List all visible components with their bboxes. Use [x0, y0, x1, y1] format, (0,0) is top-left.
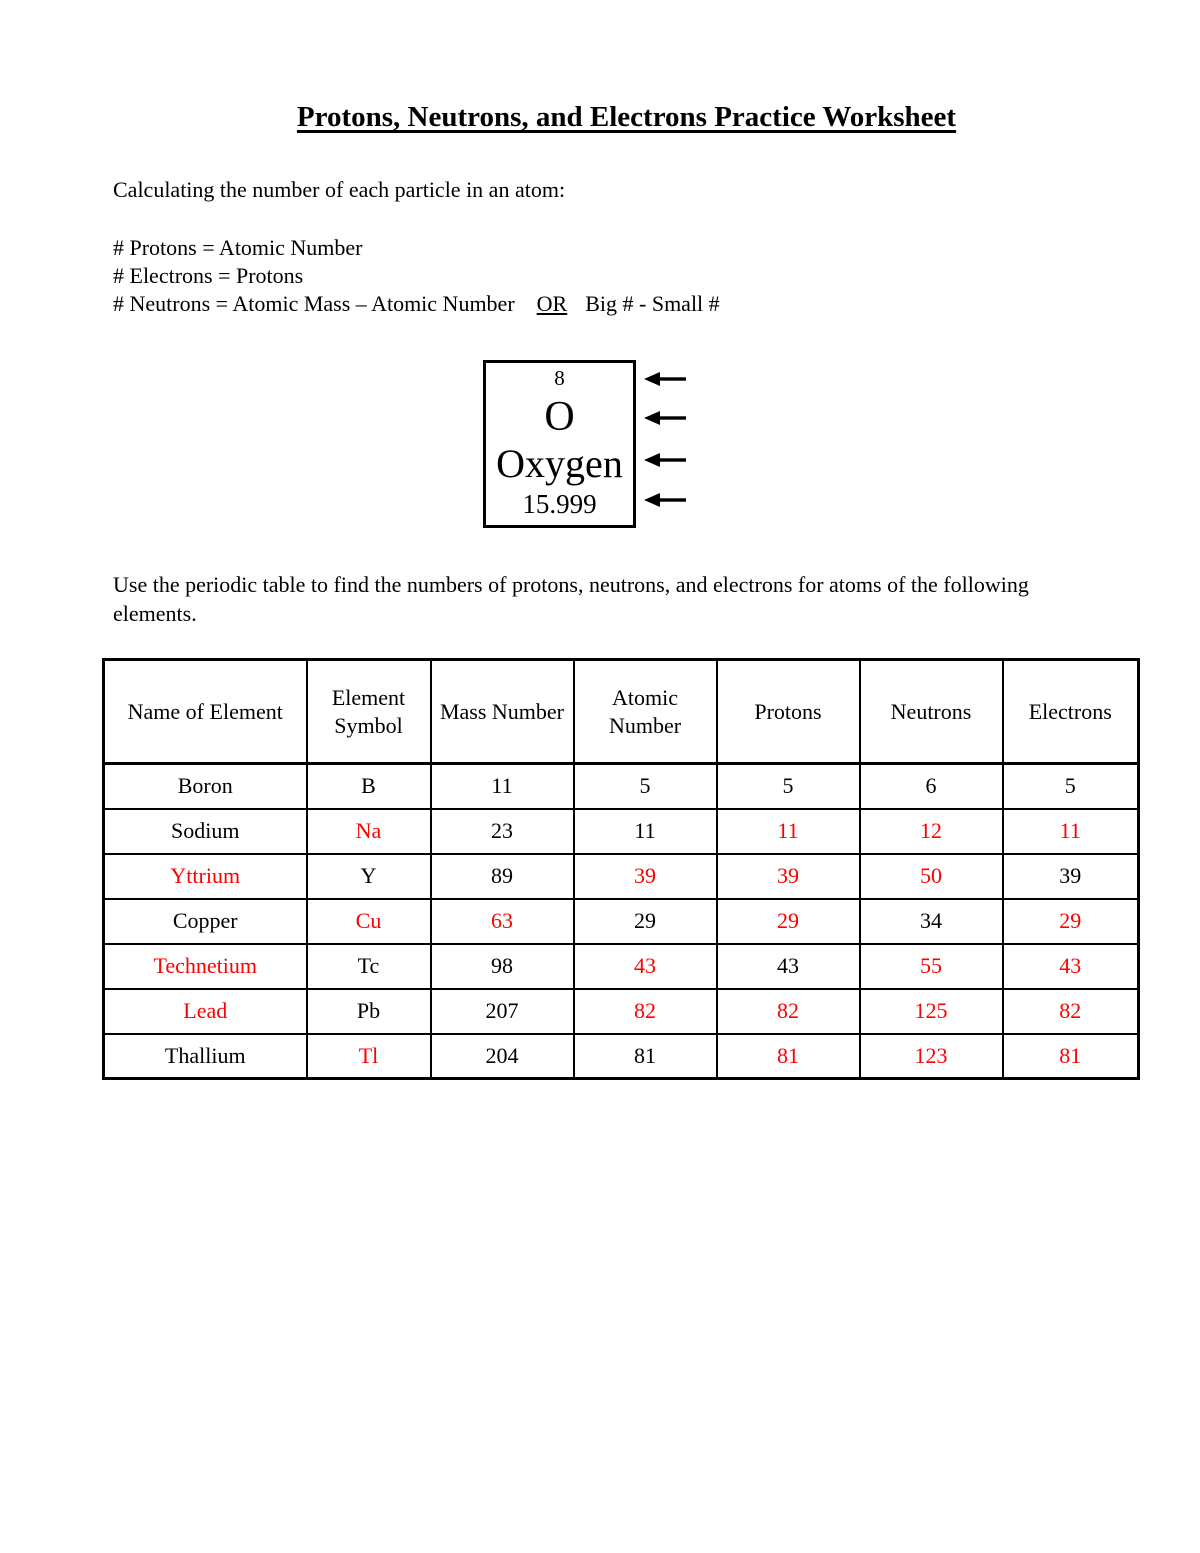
- formula-neutrons-main: # Neutrons = Atomic Mass – Atomic Number: [113, 291, 515, 316]
- table-cell: 43: [717, 944, 860, 989]
- table-cell: Boron: [104, 764, 307, 809]
- formula-neutrons-alt: Big # - Small #: [585, 291, 720, 316]
- table-row-thallium: [104, 1034, 1139, 1079]
- table-cell: Tc: [307, 944, 431, 989]
- table-cell: 81: [717, 1034, 860, 1079]
- table-cell: 39: [574, 854, 717, 899]
- table-cell: 43: [1003, 944, 1139, 989]
- instructions-text: Use the periodic table to find the numbers of protons, neutrons, and electrons for atoms of the following elements.: [113, 572, 1029, 626]
- left-arrow-icon: [644, 492, 686, 508]
- table-cell: 11: [431, 764, 574, 809]
- table-cell: 11: [1003, 809, 1139, 854]
- col-header-name: Name of Element: [104, 660, 307, 764]
- table-cell: 29: [1003, 899, 1139, 944]
- table-cell: 43: [574, 944, 717, 989]
- table-row-sodium: [104, 809, 1139, 854]
- table-cell: 23: [431, 809, 574, 854]
- table-cell: Na: [307, 809, 431, 854]
- table-cell: 125: [860, 989, 1003, 1034]
- table-cell: Tl: [307, 1034, 431, 1079]
- table-cell: 29: [717, 899, 860, 944]
- element-symbol-value: O: [544, 393, 575, 440]
- table-cell: 63: [431, 899, 574, 944]
- col-header-mass-number: Mass Number: [431, 660, 574, 764]
- worksheet-title: Protons, Neutrons, and Electrons Practice Worksheet: [296, 101, 957, 133]
- table-header-row: [104, 660, 1139, 764]
- formula-neutrons: [113, 290, 1140, 318]
- table-cell: Thallium: [104, 1034, 307, 1079]
- table-row-boron: [104, 764, 1139, 809]
- table-row-copper: [104, 899, 1139, 944]
- col-header-electrons: Electrons: [1003, 660, 1139, 764]
- table-cell: Sodium: [104, 809, 307, 854]
- table-cell: Lead: [104, 989, 307, 1034]
- or-label: OR: [536, 291, 568, 316]
- table-cell: Pb: [307, 989, 431, 1034]
- table-row-yttrium: [104, 854, 1139, 899]
- table-cell: 5: [574, 764, 717, 809]
- element-box: [483, 360, 636, 528]
- formula-electrons: # Electrons = Protons: [113, 263, 304, 288]
- left-arrow-icon: [644, 410, 686, 426]
- left-arrow-icon: [644, 371, 686, 387]
- table-cell: B: [307, 764, 431, 809]
- table-cell: 207: [431, 989, 574, 1034]
- table-cell: 50: [860, 854, 1003, 899]
- table-cell: 11: [717, 809, 860, 854]
- table-cell: 204: [431, 1034, 574, 1079]
- elements-table: [102, 658, 1140, 1080]
- element-box-figure: [113, 360, 1140, 526]
- table-cell: 82: [717, 989, 860, 1034]
- formula-list: [113, 234, 1140, 318]
- atomic-mass-value: 15.999: [522, 488, 597, 519]
- col-header-protons: Protons: [717, 660, 860, 764]
- table-cell: Yttrium: [104, 854, 307, 899]
- table-cell: 5: [717, 764, 860, 809]
- table-cell: 81: [574, 1034, 717, 1079]
- table-cell: Cu: [307, 899, 431, 944]
- atomic-number-value: 8: [554, 366, 565, 390]
- table-cell: 39: [717, 854, 860, 899]
- table-cell: Technetium: [104, 944, 307, 989]
- table-cell: 81: [1003, 1034, 1139, 1079]
- table-cell: 98: [431, 944, 574, 989]
- element-name-value: Oxygen: [496, 441, 623, 487]
- table-cell: 11: [574, 809, 717, 854]
- formula-protons: # Protons = Atomic Number: [113, 235, 363, 260]
- table-cell: Copper: [104, 899, 307, 944]
- table-cell: 82: [1003, 989, 1139, 1034]
- table-row-technetium: [104, 944, 1139, 989]
- table-cell: Y: [307, 854, 431, 899]
- table-cell: 39: [1003, 854, 1139, 899]
- table-cell: 82: [574, 989, 717, 1034]
- table-row-lead: [104, 989, 1139, 1034]
- col-header-neutrons: Neutrons: [860, 660, 1003, 764]
- table-cell: 123: [860, 1034, 1003, 1079]
- table-cell: 29: [574, 899, 717, 944]
- table-cell: 5: [1003, 764, 1139, 809]
- table-cell: 12: [860, 809, 1003, 854]
- col-header-atomic-number: Atomic Number: [574, 660, 717, 764]
- intro-text: Calculating the number of each particle in an atom:: [113, 177, 566, 202]
- table-cell: 89: [431, 854, 574, 899]
- table-cell: 6: [860, 764, 1003, 809]
- left-arrow-icon: [644, 452, 686, 468]
- col-header-symbol: Element Symbol: [307, 660, 431, 764]
- table-cell: 55: [860, 944, 1003, 989]
- table-cell: 34: [860, 899, 1003, 944]
